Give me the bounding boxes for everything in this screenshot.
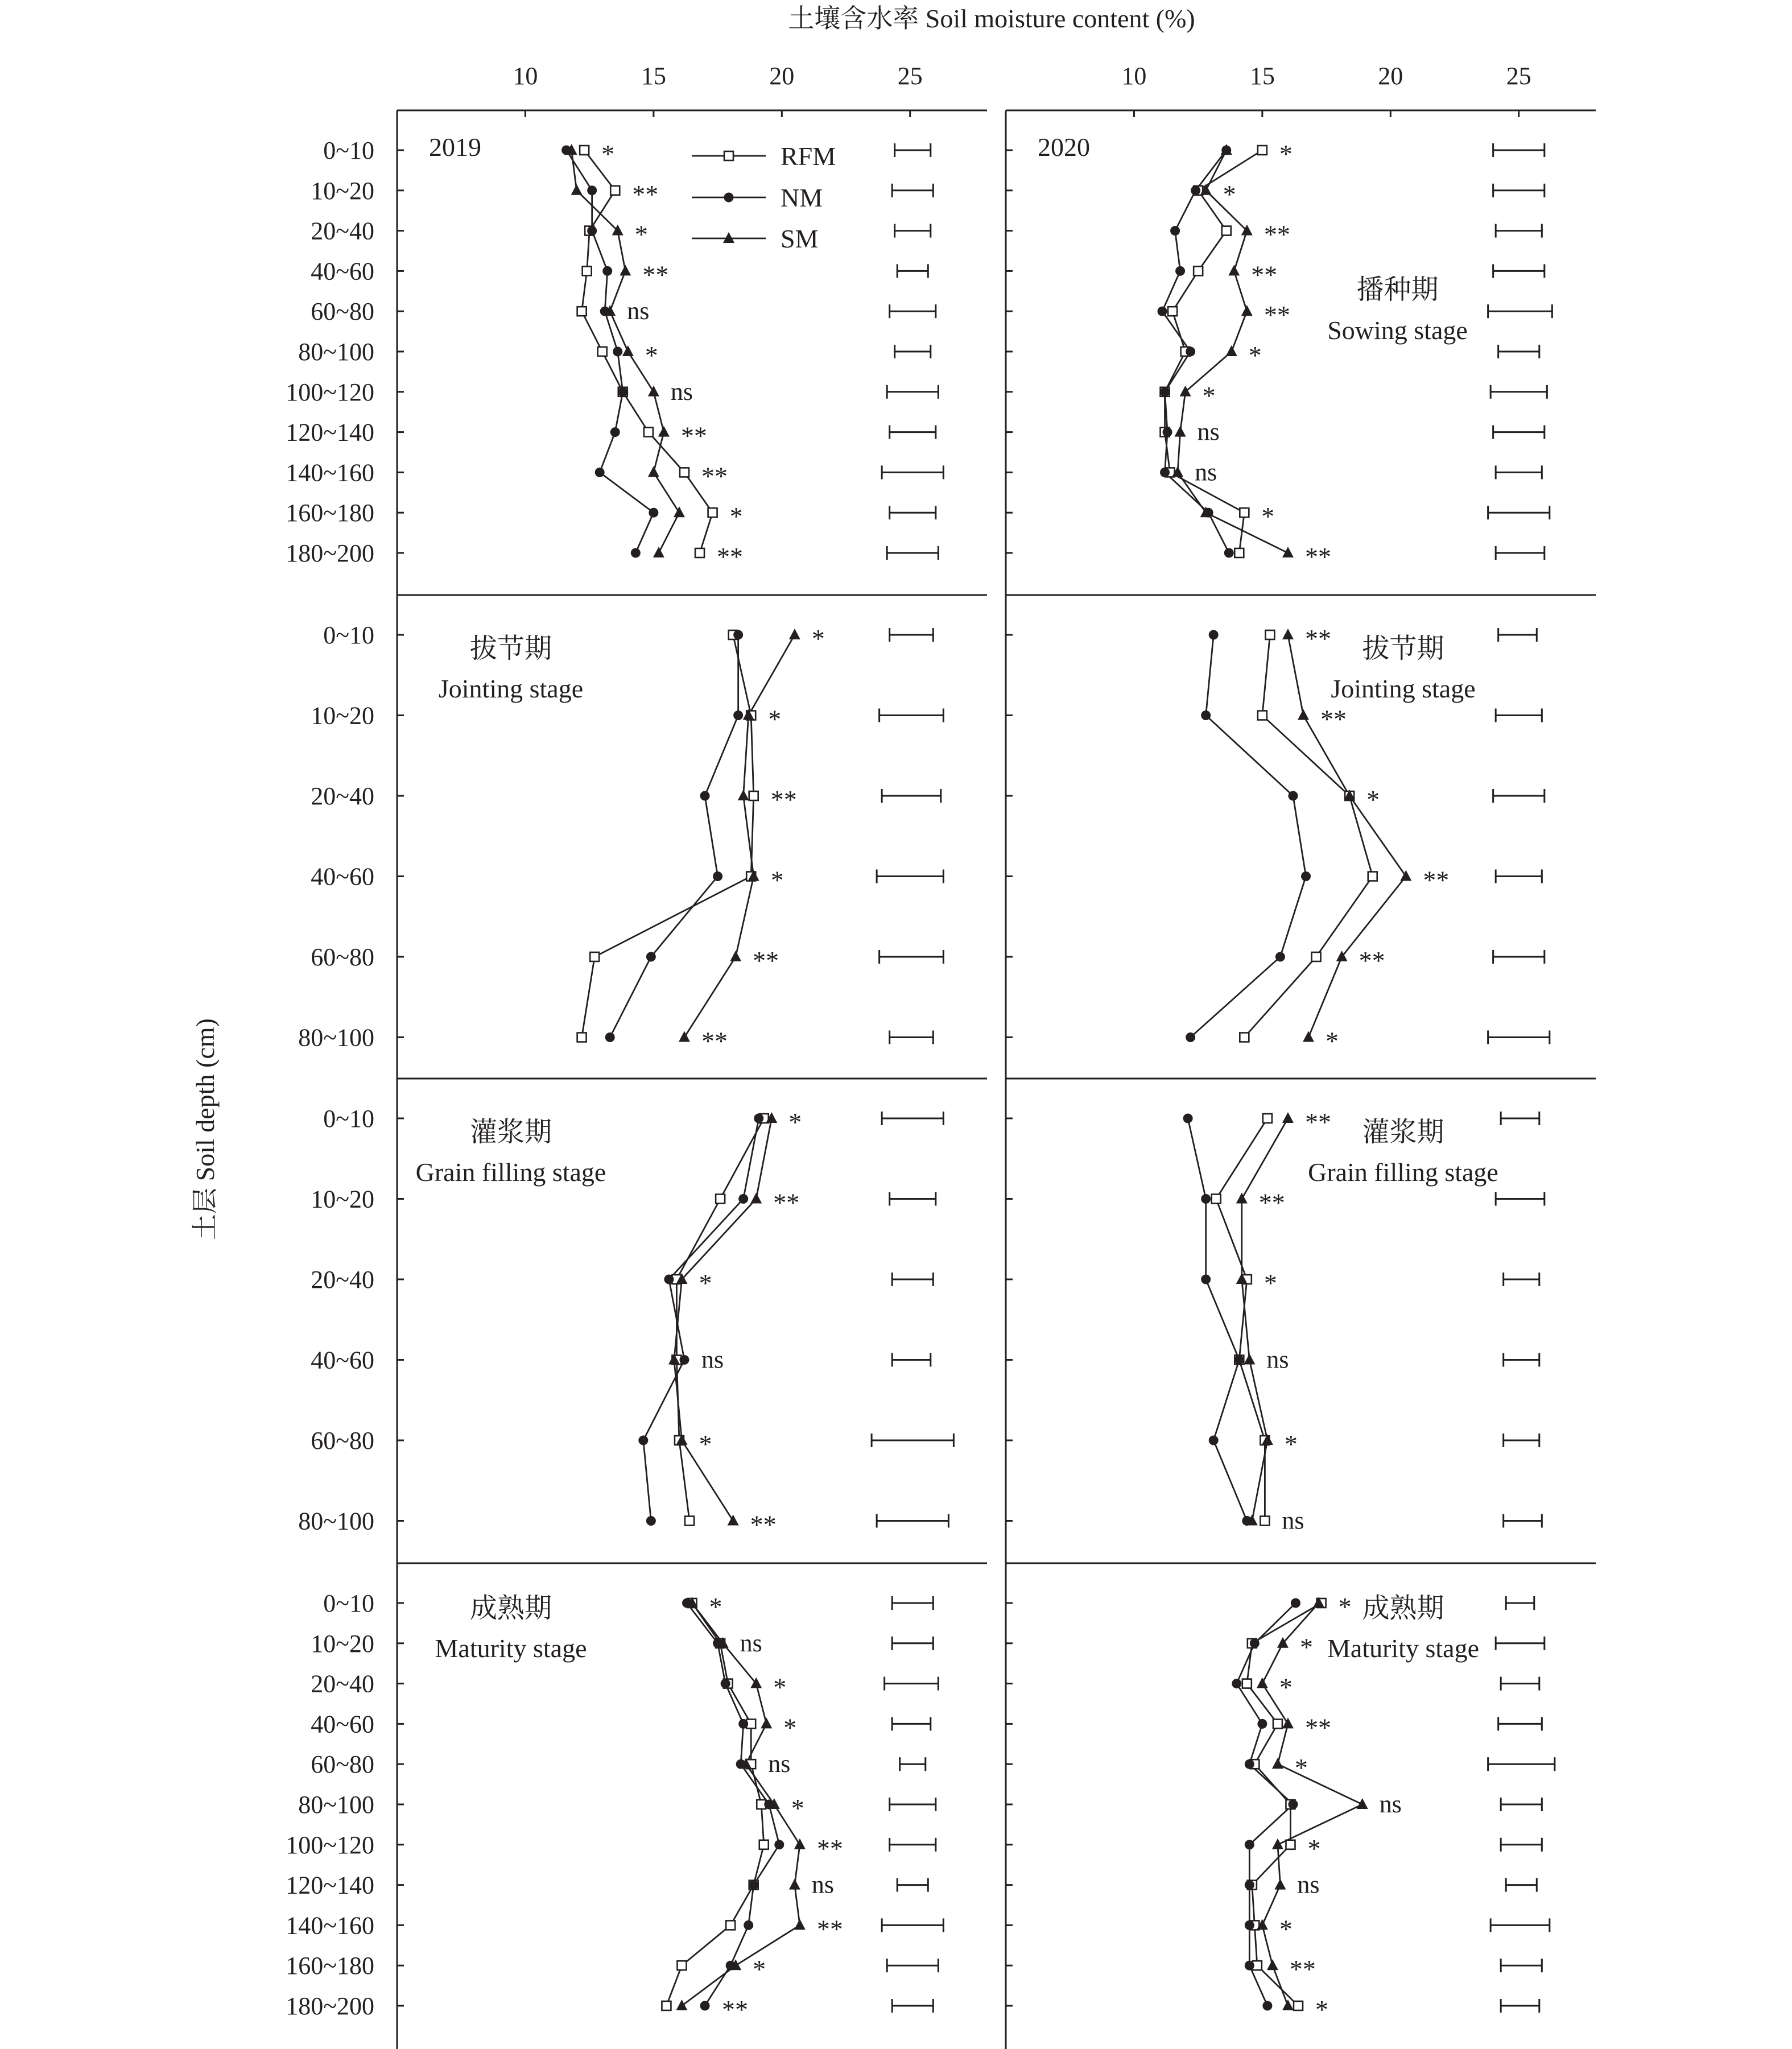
series-line-sm [674,1118,771,1521]
significance-label: * [1261,502,1275,531]
series-line-rfm [582,635,754,1038]
data-point-nm [1186,347,1195,357]
significance-label: ** [632,179,659,209]
significance-label: ns [1266,1345,1289,1374]
data-point-rfm [1234,548,1244,557]
data-point-rfm [580,146,589,155]
legend [692,142,836,253]
data-point-rfm [1273,1719,1282,1728]
data-point-nm [1234,1355,1244,1365]
significance-label: * [791,1794,804,1823]
data-point-sm [1244,1354,1255,1365]
significance-label: * [753,1955,766,1984]
stage-label-zh: 拔节期 [1362,634,1444,664]
data-point-nm [613,347,622,357]
data-point-rfm [1240,1033,1249,1042]
data-point-rfm [1258,146,1267,155]
data-point-sm [1272,1758,1283,1769]
panel-3 [1006,595,1596,1079]
data-point-rfm [583,266,592,275]
series-line-nm [1162,150,1229,553]
y-tick-label: 60~80 [311,1750,374,1779]
significance-label: * [601,139,615,168]
series-line-rfm [666,1603,763,2006]
significance-label: * [1315,1995,1328,2024]
y-tick-label: 20~40 [311,1670,374,1698]
data-point-rfm [708,508,717,517]
data-point-rfm [695,548,704,557]
x-tick-label: 15 [1249,62,1275,90]
data-point-rfm [1258,711,1267,720]
data-point-sm [1303,1031,1314,1042]
data-point-nm [1245,1840,1254,1849]
data-point-sm [653,547,664,557]
data-point-nm [649,508,658,518]
significance-label: ** [701,461,728,491]
significance-label: ns [740,1629,762,1657]
data-point-nm [1250,1638,1260,1648]
data-point-nm [1288,791,1298,801]
data-point-rfm [1286,1840,1295,1849]
data-point-sm [1241,305,1253,316]
panel-5 [1006,1079,1596,1563]
data-point-sm [658,426,670,437]
data-point-rfm [1312,952,1321,961]
y-tick-label: 20~40 [311,217,374,245]
data-point-nm [664,1275,674,1284]
significance-label: ** [816,1914,843,1944]
significance-label: * [1279,1672,1293,1702]
figure-top-title: 土壤含水率 Soil moisture content (%) [788,4,1195,33]
data-point-nm [646,1516,656,1526]
x-tick-label: 20 [1378,62,1403,90]
data-point-nm [602,266,612,276]
significance-label: ** [1304,542,1331,571]
data-point-sm [794,1839,806,1849]
y-tick-label: 10~20 [311,701,374,730]
series-line-rfm [1247,1603,1322,2006]
significance-label: * [783,1713,797,1742]
data-point-sm [571,184,583,195]
data-point-sm [1282,629,1294,639]
data-point-nm [1183,1114,1193,1123]
data-point-sm [676,2000,687,2010]
data-point-sm [738,790,749,800]
data-point-rfm [759,1840,769,1849]
significance-label: ** [1304,624,1331,653]
y-tick-label: 0~10 [323,621,374,649]
significance-label: * [699,1430,712,1459]
data-point-nm [1232,1679,1241,1688]
plot-layer [286,62,1596,2049]
panel-1 [1006,110,1596,595]
data-point-sm [789,629,800,639]
data-point-nm [744,1920,753,1930]
significance-label: * [773,1672,787,1702]
data-point-rfm [726,1920,735,1930]
y-tick-label: 10~20 [311,1629,374,1658]
y-tick-label: 20~40 [311,782,374,810]
significance-label: ns [811,1870,834,1899]
series-line-nm [1191,635,1306,1038]
significance-label: * [709,1592,722,1621]
data-point-sm [1175,426,1186,437]
y-tick-label: 120~140 [286,1871,374,1899]
data-point-rfm [1263,1114,1272,1123]
y-tick-label: 0~10 [323,1105,374,1133]
significance-label: * [1338,1592,1352,1621]
data-point-sm [1236,1193,1248,1204]
data-point-nm [638,1436,648,1445]
data-point-sm [620,265,631,275]
significance-label: ** [1289,1955,1316,1984]
data-point-nm [1257,1719,1267,1729]
y-tick-label: 40~60 [311,257,374,286]
series-line-sm [684,635,795,1038]
data-point-rfm [680,468,689,477]
significance-label: * [1299,1632,1313,1662]
x-tick-label: 25 [897,62,923,90]
data-point-sm [1298,709,1309,720]
y-tick-label: 0~10 [323,1589,374,1617]
panel-0 [286,110,987,595]
stage-label-en: Maturity stage [1327,1634,1479,1663]
data-point-rfm [1194,266,1203,275]
y-tick-label: 120~140 [286,418,374,447]
data-point-nm [1201,710,1211,720]
stage-label-en: Grain filling stage [1308,1158,1498,1187]
significance-label: * [770,865,784,895]
significance-label: * [1284,1430,1298,1459]
data-point-rfm [685,1517,694,1526]
stage-label-zh: 播种期 [1356,275,1439,305]
series-line-nm [567,150,654,553]
y-tick-label: 80~100 [298,338,374,366]
x-tick-label: 10 [1121,62,1147,90]
legend-marker-rfm [724,151,733,160]
y-axis-title: 土层 Soil depth (cm) [191,1018,220,1240]
data-point-nm [1186,1032,1195,1042]
data-point-nm [631,548,641,558]
data-point-rfm [610,186,620,195]
y-tick-label: 60~80 [311,943,374,971]
data-point-sm [1357,1798,1368,1809]
data-point-nm [610,427,620,437]
significance-label: * [788,1108,802,1137]
y-tick-label: 40~60 [311,1346,374,1374]
data-point-nm [1160,387,1170,396]
y-tick-label: 60~80 [311,1427,374,1455]
significance-label: ** [722,1995,749,2024]
series-line-rfm [1216,1118,1267,1521]
data-point-nm [605,1032,615,1042]
significance-label: ns [1297,1870,1320,1899]
significance-label: * [1223,179,1236,209]
data-point-nm [1175,266,1185,276]
significance-label: ** [1251,260,1278,290]
legend-label: NM [781,183,823,212]
series-line-rfm [1165,150,1262,553]
significance-label: ** [1304,1108,1331,1137]
significance-label: ns [768,1750,791,1778]
stage-label-en: Grain filling stage [415,1158,606,1187]
legend-marker-nm [724,193,734,203]
significance-label: ** [1264,220,1290,249]
significance-label: * [645,341,658,370]
series-line-rfm [676,1118,763,1521]
data-point-nm [1262,2001,1272,2011]
data-point-rfm [716,1195,725,1204]
data-point-sm [1226,345,1237,356]
data-point-nm [618,387,627,396]
significance-label: * [1279,139,1293,168]
data-point-nm [1209,1436,1219,1445]
y-tick-label: 80~100 [298,1507,374,1535]
data-point-nm [679,1355,689,1365]
data-point-rfm [1168,307,1177,316]
data-point-sm [674,506,685,517]
significance-label: ** [770,785,797,814]
year-label: 2020 [1038,133,1090,162]
y-tick-label: 140~160 [286,458,374,487]
series-line-nm [1188,1118,1247,1521]
significance-label: ** [1264,300,1290,330]
data-point-sm [1282,2000,1294,2010]
x-tick-label: 10 [513,62,538,90]
y-tick-label: 180~200 [286,1992,374,2020]
data-point-sm [622,345,634,356]
significance-label: * [634,220,648,249]
x-tick-label: 20 [769,62,795,90]
significance-label: * [729,502,743,531]
significance-label: * [1264,1269,1277,1298]
stage-label-zh: 拔节期 [469,634,552,664]
data-point-rfm [677,1961,686,1970]
data-point-nm [749,1880,758,1890]
data-point-nm [1301,871,1311,881]
data-point-sm [728,1515,739,1526]
data-point-sm [1282,1717,1294,1728]
data-point-sm [730,951,741,961]
data-point-sm [1257,1678,1268,1688]
significance-label: * [1326,1026,1339,1056]
data-point-nm [700,791,710,801]
data-point-sm [648,466,659,477]
stage-label-zh: 成熟期 [1362,1593,1444,1623]
data-point-sm [750,1193,762,1204]
data-point-nm [1209,630,1219,640]
data-point-rfm [1265,630,1274,639]
significance-label: ** [1423,865,1450,895]
data-point-nm [754,1114,763,1123]
stage-label-zh: 灌浆期 [469,1117,552,1147]
significance-label: ** [701,1026,728,1056]
data-point-rfm [1222,226,1231,236]
stage-label-en: Jointing stage [1331,674,1476,703]
data-point-rfm [577,307,587,316]
significance-label: * [1202,381,1216,410]
significance-label: ** [753,946,779,975]
y-tick-label: 20~40 [311,1266,374,1294]
y-tick-label: 80~100 [298,1023,374,1052]
significance-label: ** [1359,946,1385,975]
data-point-nm [587,185,597,195]
data-point-nm [587,226,597,236]
data-point-sm [1282,547,1294,557]
y-tick-label: 160~180 [286,1952,374,1980]
x-tick-label: 25 [1506,62,1531,90]
data-point-nm [1288,1800,1298,1810]
data-point-nm [1224,548,1234,558]
significance-label: * [768,704,782,734]
data-point-nm [713,871,722,881]
significance-label: ns [1197,418,1220,446]
data-point-nm [738,1194,748,1204]
data-point-rfm [1242,1679,1252,1688]
legend-label: SM [781,224,819,253]
stage-label-en: Jointing stage [438,674,584,703]
data-point-sm [1274,1879,1286,1890]
data-point-rfm [1260,1517,1269,1526]
data-point-nm [721,1679,730,1688]
stage-label-zh: 灌浆期 [1362,1117,1444,1147]
data-point-nm [1245,1759,1254,1769]
data-point-rfm [1368,872,1377,881]
significance-label: * [1366,785,1380,814]
data-point-rfm [577,1033,587,1042]
data-point-rfm [598,347,607,356]
data-point-nm [1163,427,1172,437]
data-point-sm [761,1717,772,1728]
significance-label: ** [1258,1188,1285,1217]
series-line-nm [610,635,738,1038]
y-tick-label: 140~160 [286,1911,374,1940]
significance-label: ** [680,421,707,451]
data-point-nm [700,2001,710,2011]
y-tick-label: 0~10 [323,137,374,164]
data-point-nm [1201,1194,1211,1204]
significance-label: * [1307,1833,1321,1863]
significance-label: ** [1304,1713,1331,1742]
series-line-sm [1262,1603,1362,2006]
data-point-nm [1245,1920,1254,1930]
data-point-nm [1291,1598,1300,1608]
data-point-rfm [1240,508,1249,517]
legend-label: RFM [781,142,836,171]
stage-label-en: Maturity stage [435,1634,587,1663]
significance-label: ** [750,1510,777,1539]
data-point-sm [1272,1839,1283,1849]
y-tick-label: 40~60 [311,1710,374,1738]
series-line-sm [682,1603,799,2006]
y-tick-label: 60~80 [311,298,374,326]
y-tick-label: 160~180 [286,499,374,527]
data-point-sm [679,1031,690,1042]
data-point-sm [1282,1112,1294,1123]
stage-label-zh: 成熟期 [469,1593,552,1623]
x-tick-label: 15 [641,62,666,90]
data-point-nm [1158,307,1167,316]
significance-label: * [699,1269,712,1298]
data-point-rfm [749,791,758,800]
data-point-nm [733,630,743,640]
data-point-nm [1170,226,1180,236]
y-tick-label: 100~120 [286,378,374,406]
data-point-sm [794,1919,806,1930]
series-line-nm [643,1118,759,1521]
stage-label-en: Sowing stage [1327,316,1468,345]
data-point-nm [1160,468,1170,477]
data-point-sm [1267,1959,1278,1970]
y-tick-label: 100~120 [286,1831,374,1859]
significance-label: ns [1195,458,1217,486]
data-point-sm [1180,386,1191,396]
data-point-nm [646,952,656,962]
significance-label: ** [642,260,669,290]
data-point-nm [738,1719,748,1729]
year-label: 2019 [429,133,481,162]
significance-label: ** [816,1833,843,1863]
y-tick-label: 10~20 [311,176,374,205]
data-point-nm [774,1840,784,1849]
data-point-sm [648,386,659,396]
data-point-nm [595,468,605,477]
significance-label: ns [1282,1506,1304,1535]
y-tick-label: 80~100 [298,1791,374,1819]
data-point-nm [1245,1880,1254,1890]
data-point-nm [1275,952,1285,962]
significance-label: ns [701,1345,724,1374]
significance-label: ** [773,1188,800,1217]
y-tick-label: 10~20 [311,1185,374,1213]
data-point-rfm [644,428,653,437]
legend-marker-sm [723,232,734,243]
data-point-nm [1191,185,1200,195]
data-point-nm [1201,1275,1211,1284]
panel-7 [1006,1563,1596,2049]
significance-label: * [1294,1753,1308,1783]
data-point-nm [1245,1961,1254,1970]
significance-label: ns [1379,1790,1402,1818]
significance-label: ** [1320,704,1347,734]
data-point-rfm [662,2001,671,2010]
data-point-nm [733,710,743,720]
significance-label: ns [670,377,693,406]
data-point-rfm [1212,1195,1221,1204]
significance-label: * [1279,1914,1293,1944]
panel-2 [298,595,987,1079]
panel-6 [286,1563,987,2049]
panel-4 [298,1079,987,1563]
significance-label: * [1248,341,1262,370]
y-tick-label: 40~60 [311,862,374,891]
y-tick-label: 180~200 [286,539,374,567]
data-point-sm [1228,265,1240,275]
significance-label: * [811,624,825,653]
data-point-rfm [1294,2001,1303,2010]
significance-label: ns [627,297,650,325]
data-point-rfm [590,952,599,961]
significance-label: ** [717,542,744,571]
data-point-sm [789,1879,800,1890]
